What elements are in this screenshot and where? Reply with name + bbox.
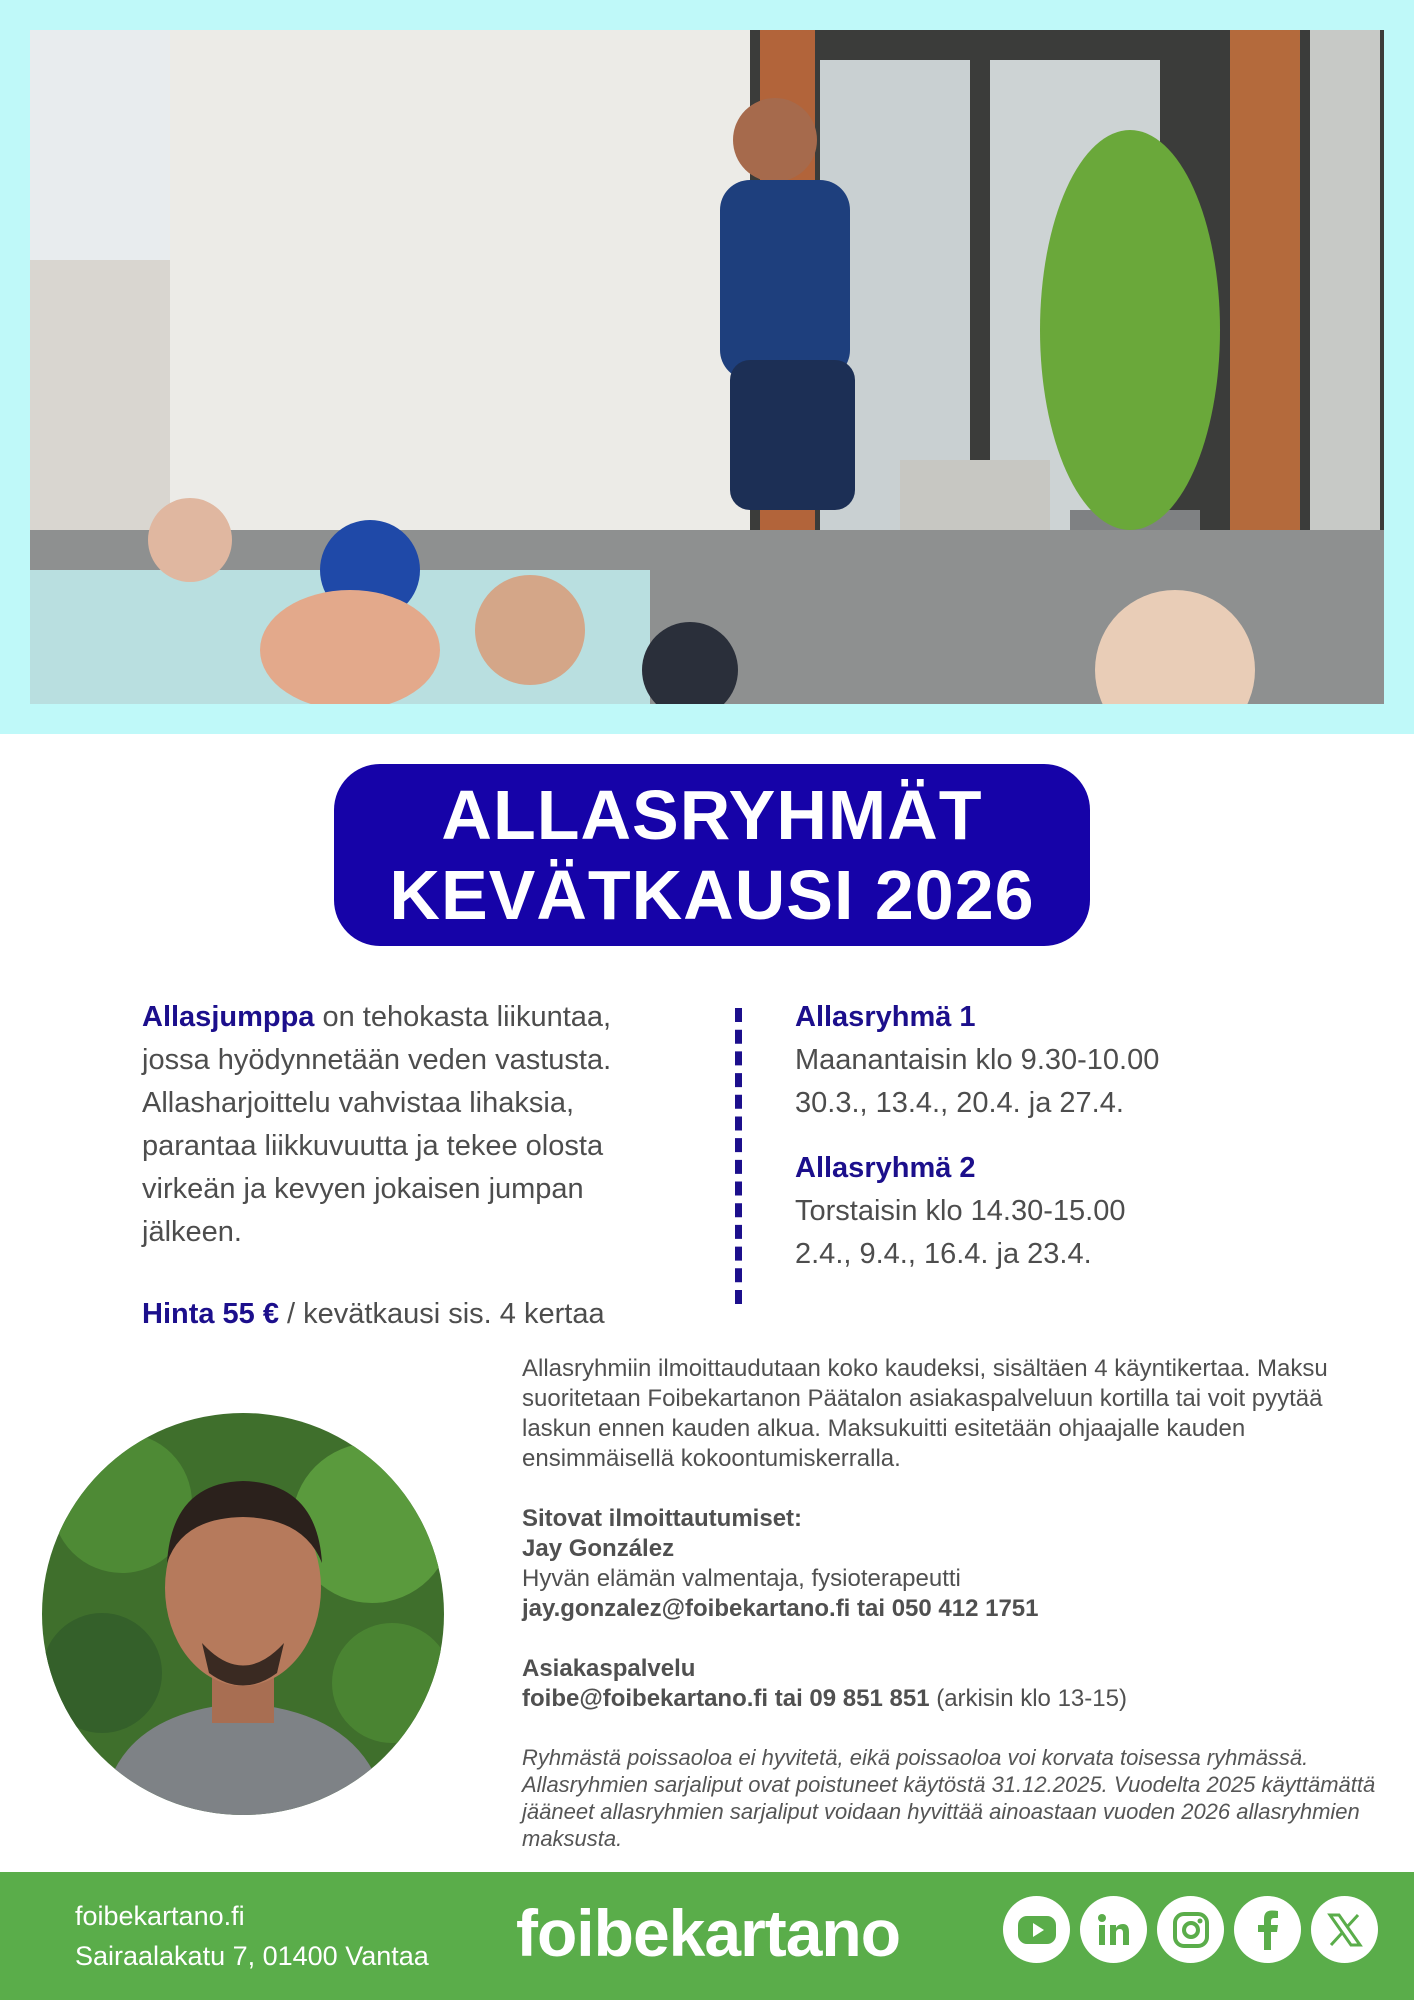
x-icon[interactable] (1311, 1896, 1378, 1963)
social-links (1003, 1896, 1378, 1963)
service-contact: foibe@foibekartano.fi tai 09 851 851 (522, 1685, 930, 1712)
signup-role: Hyvän elämän valmentaja, fysioterapeutti (522, 1565, 961, 1592)
title-line-2: KEVÄTKAUSI 2026 (389, 856, 1035, 934)
group-item (795, 1147, 1355, 1276)
footer-contact (75, 1896, 429, 1976)
group-dates: 30.3., 13.4., 20.4. ja 27.4. (795, 1087, 1124, 1119)
foibekartano-logo: foibekartano (516, 1896, 901, 1970)
group-title: Allasryhmä 2 (795, 1152, 976, 1184)
linkedin-icon[interactable] (1080, 1896, 1147, 1963)
info-paragraph: Allasryhmiin ilmoittaudutaan koko kaudeksi, sisältäen 4 käyntikertaa. Maksu suoritetaan Foibekartanon Päätalon asiakaspalveluun kortilla tai voit pyytää laskun ennen kauden alkua. Maksukuitti esitetään ohjaajalle kauden ensimmäisellä kokoontumiskerralla. (522, 1355, 1328, 1472)
price-highlight: Hinta 55 € (142, 1298, 279, 1330)
intro-body: on tehokasta liikuntaa, jossa hyödynnetään veden vastusta. Allasharjoittelu vahvistaa lihaksia, parantaa liikkuvuutta ja tekee olosta virkeän ja kevyen jokaisen jumpan jälkeen. (142, 1001, 612, 1248)
footer-address: Sairaalakatu 7, 01400 Vantaa (75, 1941, 429, 1971)
info-section (522, 1354, 1384, 1852)
group-time: Maanantaisin klo 9.30-10.00 (795, 1044, 1160, 1076)
intro-highlight: Allasjumppa (142, 1001, 315, 1033)
footer (0, 1872, 1414, 2000)
group-time: Torstaisin klo 14.30-15.00 (795, 1195, 1126, 1227)
youtube-icon[interactable] (1003, 1896, 1070, 1963)
group-title: Allasryhmä 1 (795, 1001, 976, 1033)
group-dates: 2.4., 9.4., 16.4. ja 23.4. (795, 1238, 1092, 1270)
column-divider (735, 1008, 742, 1304)
signup-contact: jay.gonzalez@foibekartano.fi tai 050 412 1751 (522, 1595, 1039, 1622)
price-detail: / kevätkausi sis. 4 kertaa (279, 1298, 605, 1330)
signup-name: Jay González (522, 1535, 675, 1562)
footer-website-link[interactable]: foibekartano.fi (75, 1901, 245, 1931)
disclaimer-note: Ryhmästä poissaoloa ei hyvitetä, eikä poissaoloa voi korvata toisessa ryhmässä. Allasryhmien sarjaliput ovat poistuneet käytöstä 31.12.2025. Vuodelta 2025 käyttämättä jääneet allasryhmien sarjaliput voidaan hyvittää ainoastaan vuoden 2026 allasryhmien maksusta. (522, 1745, 1376, 1851)
page-title (334, 764, 1090, 946)
service-heading: Asiakaspalvelu (522, 1655, 696, 1682)
intro-text (142, 996, 682, 1254)
signup-block (522, 1504, 1384, 1624)
facebook-icon[interactable] (1234, 1896, 1301, 1963)
group-list (795, 996, 1355, 1298)
service-block (522, 1654, 1384, 1714)
signup-heading: Sitovat ilmoittautumiset: (522, 1505, 803, 1532)
service-hours: (arkisin klo 13-15) (929, 1685, 1127, 1712)
group-item (795, 996, 1355, 1125)
hero-banner (0, 0, 1414, 734)
hero-photo-pool-exercise (30, 30, 1384, 704)
instructor-avatar (42, 1413, 444, 1815)
price-text (142, 1294, 702, 1334)
instagram-icon[interactable] (1157, 1896, 1224, 1963)
title-line-1: ALLASRYHMÄT (441, 776, 983, 854)
